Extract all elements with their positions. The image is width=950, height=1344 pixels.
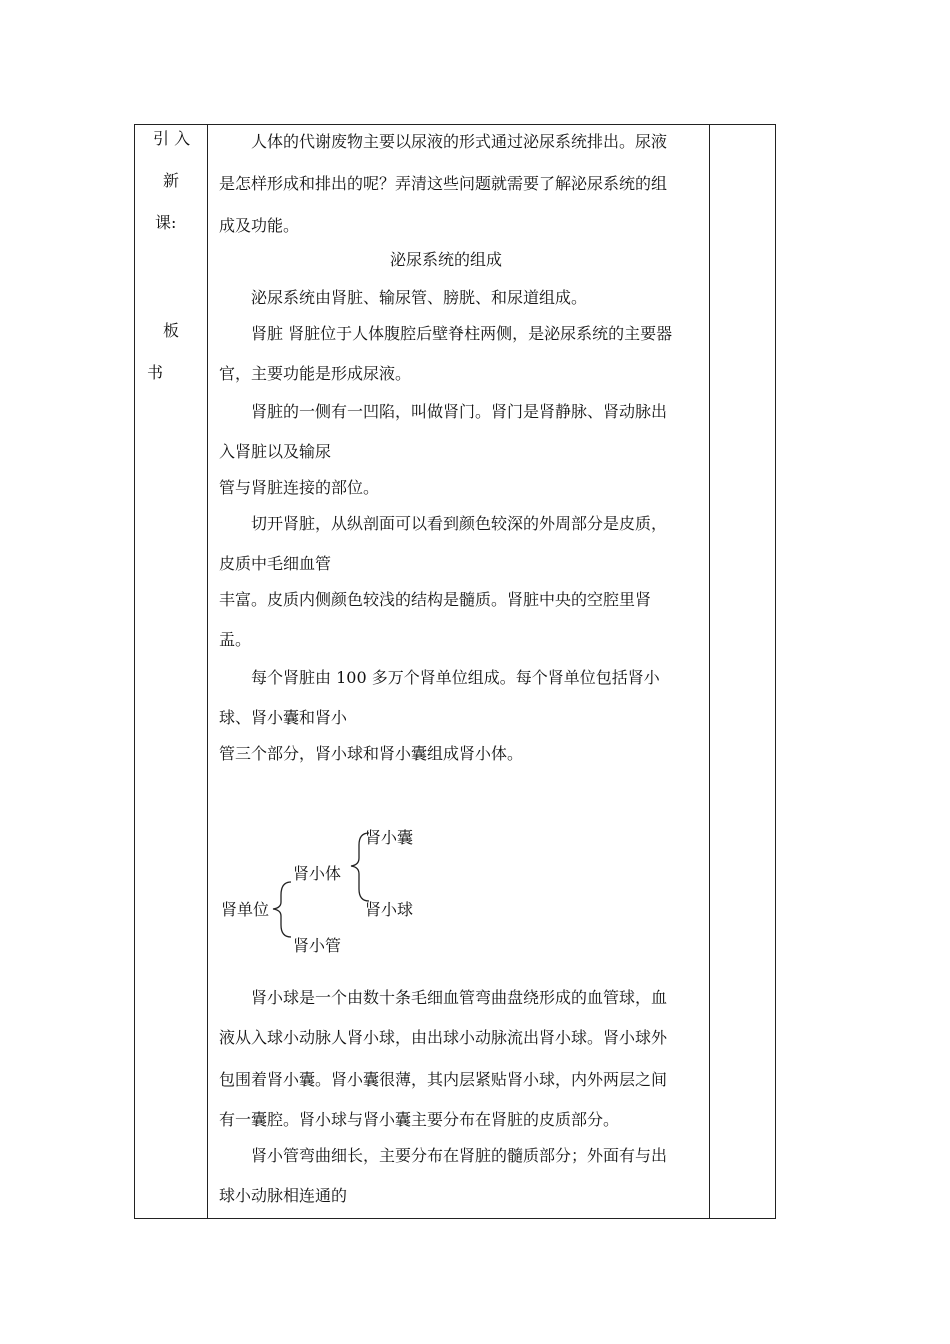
intro-label-1: 引 入	[153, 129, 191, 148]
para5-line1: 切开肾脏，从纵剖面可以看到颜色较深的外周部分是皮质，	[251, 514, 668, 533]
para7-line4: 有一囊腔。肾小球与肾小囊主要分布在肾脏的皮质部分。	[219, 1110, 620, 1129]
para7-line3: 包围着肾小囊。肾小囊很薄，其内层紧贴肾小球，内外两层之间	[219, 1070, 668, 1089]
para7-line2: 液从入球小动脉人肾小球，由出球小动脉流出肾小球。肾小球外	[219, 1028, 668, 1047]
node-renal-tubule: 肾小管	[293, 936, 342, 955]
nephron-tree-diagram	[219, 815, 439, 965]
para1-line2: 是怎样形成和排出的呢？弄清这些问题就需要了解泌尿系统的组	[219, 174, 668, 193]
para8-line2: 球小动脉相连通的	[219, 1186, 348, 1205]
node-nephron: 肾单位	[221, 900, 270, 919]
para6-line1: 每个肾脏由 100 多万个肾单位组成。每个肾单位包括肾小	[251, 668, 660, 687]
para4-line1: 肾脏的一侧有一凹陷，叫做肾门。肾门是肾静脉、肾动脉出	[251, 402, 668, 421]
outer-brace	[273, 882, 291, 937]
para6-line2: 球、肾小囊和肾小	[219, 708, 348, 727]
node-renal-corpuscle: 肾小体	[293, 864, 342, 883]
para6-line3: 管三个部分，肾小球和肾小囊组成肾小体。	[219, 744, 524, 763]
para5-line2: 皮质中毛细血管	[219, 554, 332, 573]
board-label-2: 书	[147, 363, 164, 382]
para3-line2: 官，主要功能是形成尿液。	[219, 364, 412, 383]
para3-line1: 肾脏 肾脏位于人体腹腔后壁脊柱两侧，是泌尿系统的主要器	[251, 324, 673, 343]
node-glomerulus: 肾小球	[365, 900, 414, 919]
para5-line4: 盂。	[219, 630, 252, 649]
intro-label-2: 新	[163, 171, 180, 190]
board-label-1: 板	[163, 321, 180, 340]
column-divider-1	[207, 125, 208, 1218]
intro-label-3: 课:	[155, 213, 177, 232]
lesson-table	[134, 124, 776, 1219]
para2: 泌尿系统由肾脏、输尿管、膀胱、和尿道组成。	[251, 288, 588, 307]
para4-line2: 入肾脏以及输尿	[219, 442, 332, 461]
para1-line1: 人体的代谢废物主要以尿液的形式通过泌尿系统排出。尿液	[251, 132, 668, 151]
para4-line3: 管与肾脏连接的部位。	[219, 478, 380, 497]
section-heading: 泌尿系统的组成	[390, 250, 503, 269]
para7-line1: 肾小球是一个由数十条毛细血管弯曲盘绕形成的血管球，血	[251, 988, 668, 1007]
para8-line1: 肾小管弯曲细长，主要分布在肾脏的髓质部分；外面有与出	[251, 1146, 668, 1165]
para5-line3: 丰富。皮质内侧颜色较浅的结构是髓质。肾脏中央的空腔里肾	[219, 590, 652, 609]
node-bowmans-capsule: 肾小囊	[365, 828, 414, 847]
para1-line3: 成及功能。	[219, 216, 300, 235]
